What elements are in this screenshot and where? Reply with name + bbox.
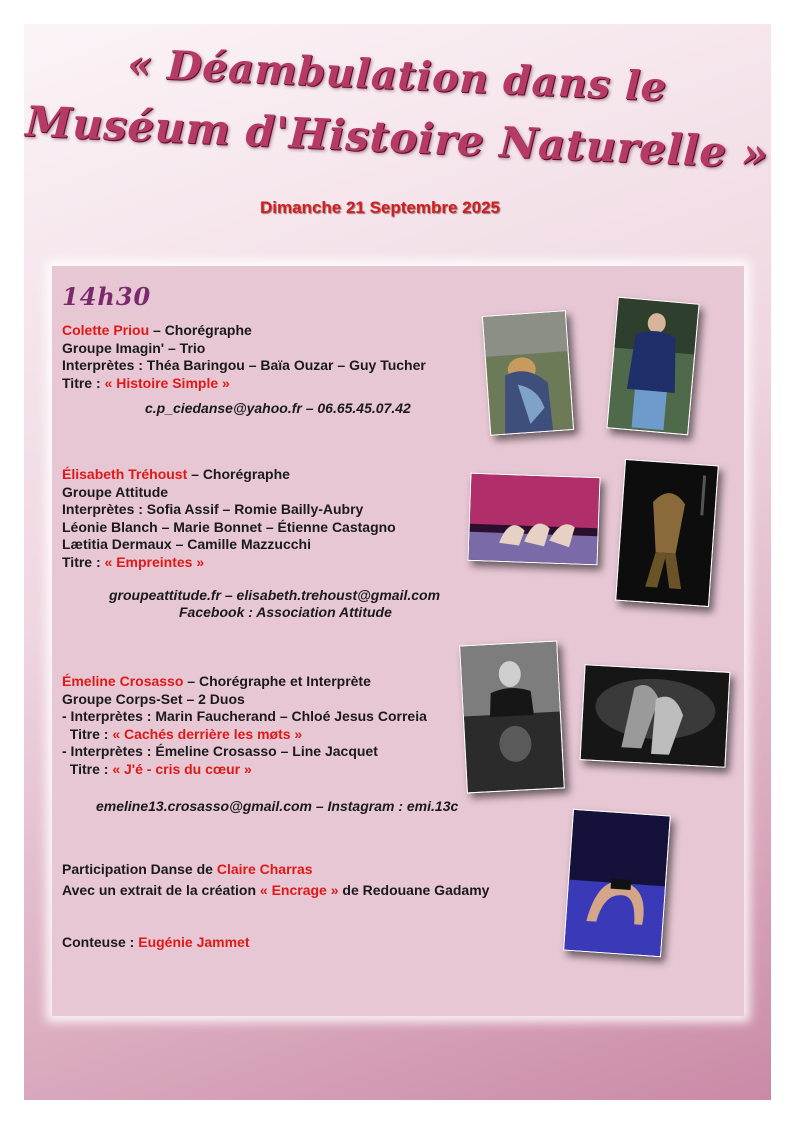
title-label: Titre : xyxy=(62,725,113,742)
title-label: Titre : xyxy=(62,760,113,777)
photo-dancers-hugging xyxy=(482,310,574,436)
piece-title: « Histoire Simple » xyxy=(104,374,230,391)
performers-line: Interprètes : Théa Baringou – Baïa Ouzar – Guy Tucher xyxy=(62,357,426,373)
storyteller-label: Conteuse : xyxy=(62,934,139,950)
piece-title: « Empreintes » xyxy=(104,553,205,570)
storyteller-line xyxy=(62,934,250,950)
act-3 xyxy=(62,673,427,778)
excerpt-line xyxy=(62,882,489,898)
piece-title: « Cachés derrière les møts » xyxy=(112,725,303,742)
title-label: Titre : xyxy=(62,553,105,570)
act-2 xyxy=(62,466,396,571)
choreographer-role: – Chorégraphe et Interprète xyxy=(183,673,371,689)
piece-title: « J'é - cris du cœur » xyxy=(112,760,252,777)
title-line-1: « Déambulation dans le xyxy=(126,40,668,111)
title-line-2: Muséum d'Histoire Naturelle » xyxy=(24,96,770,179)
participation-name: Claire Charras xyxy=(216,861,313,877)
act-1 xyxy=(62,322,426,392)
title-label: Titre : xyxy=(62,374,105,391)
group-name: Groupe Corps-Set – 2 Duos xyxy=(62,690,245,707)
photo-stage-group xyxy=(468,473,601,565)
performers-line: - Interprètes : Marin Faucherand – Chloé Jesus Correia xyxy=(62,708,427,724)
contact-line: c.p_ciedanse@yahoo.fr – 06.65.45.07.42 xyxy=(145,400,411,416)
contact-line: groupeattitude.fr – elisabeth.trehoust@gmail.com xyxy=(109,587,441,603)
storyteller-name: Eugénie Jammet xyxy=(138,934,250,950)
photo-bw-duo xyxy=(459,641,565,794)
performers-line: Léonie Blanch – Marie Bonnet – Étienne Castagno xyxy=(62,518,396,535)
participation-line xyxy=(62,861,313,877)
photo-bw-dancers xyxy=(580,664,731,768)
photo-dancer-arch xyxy=(563,809,671,957)
participation-label: Participation Danse de xyxy=(62,861,217,877)
performers-line: Interprètes : Sofia Assif – Romie Bailly-Aubry xyxy=(62,501,364,517)
group-name: Groupe Imagin' – Trio xyxy=(62,339,206,356)
time-heading: 14h30 xyxy=(62,282,152,311)
choreographer-name: Colette Priou xyxy=(62,322,150,338)
performers-line: - Interprètes : Émeline Crosasso – Line Jacquet xyxy=(62,743,378,759)
contact-line: Facebook : Association Attitude xyxy=(179,604,392,620)
excerpt-title: « Encrage » xyxy=(259,882,339,898)
photo-dancer-mirror xyxy=(615,459,719,607)
performers-line: Lætitia Dermaux – Camille Mazzucchi xyxy=(62,536,311,552)
photo-dancer-hoodie xyxy=(606,297,699,436)
choreographer-role: – Chorégraphe xyxy=(187,466,290,482)
event-date: Dimanche 21 Septembre 2025 xyxy=(259,198,500,217)
excerpt-prefix: Avec un extrait de la création xyxy=(62,882,260,898)
excerpt-suffix: de Redouane Gadamy xyxy=(338,882,490,898)
group-name: Groupe Attitude xyxy=(62,483,169,500)
choreographer-name: Élisabeth Tréhoust xyxy=(62,466,188,482)
choreographer-name: Émeline Crosasso xyxy=(62,673,184,689)
contact-line: emeline13.crosasso@gmail.com – Instagram : emi.13c xyxy=(96,798,459,814)
choreographer-role: – Chorégraphe xyxy=(149,322,252,338)
